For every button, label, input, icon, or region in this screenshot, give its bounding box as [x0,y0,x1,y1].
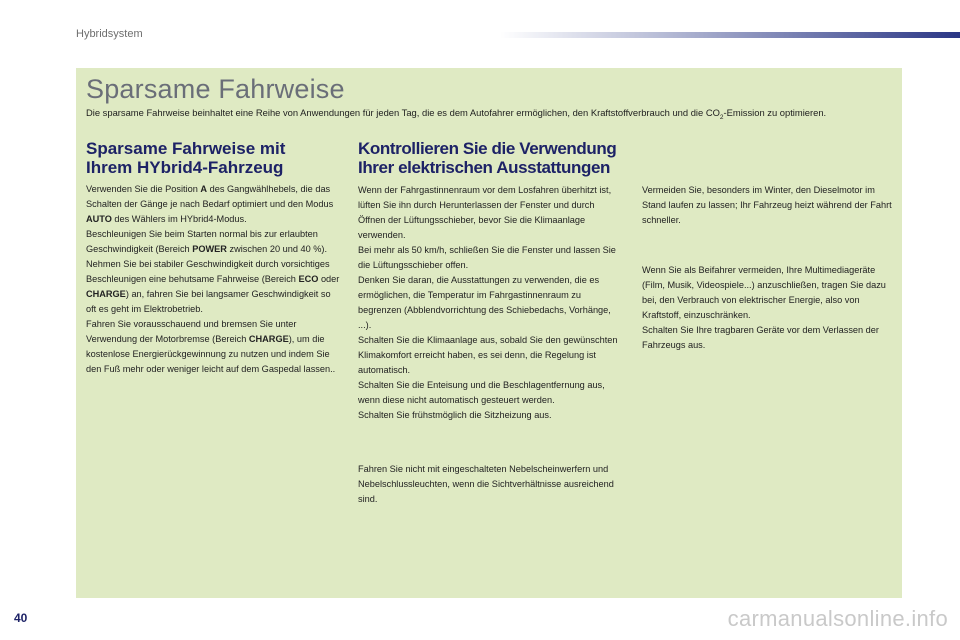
hybrid4-text-column [86,182,340,377]
fog-lights-note [358,462,624,507]
text: des Wählers im HYbrid4-Modus. [111,214,247,224]
paragraph: Schalten Sie die Klimaanlage aus, sobald Sie den gewünschten Klimakomfort erreicht haben, es sei denn, die Regelung ist automatisch. [358,335,618,375]
text: des Gangwählhebels, die das Schalten der Gänge je nach Bedarf optimiert und den Modus [86,184,334,209]
paragraph: Wenn der Fahrgastinnenraum vor dem Losfahren überhitzt ist, lüften Sie ihn durch Herunterlassen der Fenster und durch Öffnen der Lüftungsschieber, bevor Sie die Klimaanlage verwenden. [358,185,612,240]
electrical-text-column-b-top [642,183,898,228]
electrical-text-column-a [358,183,624,423]
section-heading-electrical [358,139,648,177]
text: Verwenden Sie die Position [86,184,201,194]
emphasis: POWER [192,244,227,254]
paragraph: Vermeiden Sie, besonders im Winter, den Dieselmotor im Stand laufen zu lassen; Ihr Fahrzeug heizt während der Fahrt schneller. [642,185,892,225]
section-heading-line: Sparsame Fahrweise mit [86,139,286,158]
paragraph: Fahren Sie nicht mit eingeschalteten Nebelscheinwerfern und Nebelschlussleuchten, wenn die Sichtverhältnisse ausreichend sind. [358,464,614,504]
text: Beschleunigen Sie beim Starten normal bis zur erlaubten Geschwindigkeit (Bereich [86,229,318,254]
text: oder [318,274,340,284]
paragraph: Schalten Sie Ihre tragbaren Geräte vor dem Verlassen der Fahrzeugs aus. [642,325,879,350]
header-section-title: Hybridsystem [76,28,143,40]
emphasis: AUTO [86,214,112,224]
intro-text: Die sparsame Fahrweise beinhaltet eine Reihe von Anwendungen für jeden Tag, die es dem Autofahrer ermöglichen, den Kraftstoffverbrauch und die CO [86,107,720,118]
emphasis: A [200,184,208,194]
section-heading-line: Kontrollieren Sie die Verwendung [358,139,617,158]
text: ), um die kostenlose Energierückgewinnung zu nutzen und indem Sie den Fuß mehr oder weniger leicht auf dem Gaspedal lassen.. [86,334,336,374]
electrical-text-column-b [642,263,898,353]
co2-subscript: 2 [719,113,724,121]
text: ) an, fahren Sie bei langsamer Geschwindigkeit so oft es geht im Elektrobetrieb. [86,289,331,314]
watermark-text: carmanualsonline.info [727,606,948,631]
paragraph: Schalten Sie die Enteisung und die Beschlagentfernung aus, wenn diese nicht automatisch gesteuert werden. [358,380,605,405]
paragraph: Denken Sie daran, die Ausstattungen zu verwenden, die es ermöglichen, die Temperatur im Fahrgastinnenraum zu begrenzen (Abblendvorrichtung des Schiebedachs, Vorhänge, ...). [358,275,611,330]
text: Nehmen Sie bei stabiler Geschwindigkeit durch vorsichtiges Beschleunigen eine behutsame Fahrweise (Bereich [86,259,330,284]
section-heading-line: Ihrer elektrischen Ausstattungen [358,158,611,177]
intro-paragraph [86,106,894,124]
page-number: 40 [14,611,28,625]
paragraph [86,257,340,317]
page-title: Sparsame Fahrweise [86,74,345,104]
emphasis: CHARGE [86,289,126,299]
header-gradient-bar [500,32,960,38]
paragraph: Bei mehr als 50 km/h, schließen Sie die Fenster und lassen Sie die Lüftungsschieber offen. [358,245,616,270]
section-heading-hybrid4 [86,139,336,177]
section-heading-line: Ihrem HYbrid4-Fahrzeug [86,158,284,177]
text: zwischen 20 und 40 %). [226,244,328,254]
paragraph: Schalten Sie frühstmöglich die Sitzheizung aus. [358,410,552,420]
paragraph [86,317,340,377]
intro-text-end: -Emission zu optimieren. [723,107,827,118]
paragraph [86,182,340,227]
paragraph [86,227,340,257]
emphasis: ECO [298,274,319,284]
emphasis: CHARGE [248,334,289,344]
paragraph: Wenn Sie als Beifahrer vermeiden, Ihre Multimediageräte (Film, Musik, Videospiele...) anzuschließen, tragen Sie dazu bei, den Verbrauch von elektrischer Energie, also von Kraftstoff, einzuschränken. [642,265,886,320]
text: Fahren Sie vorausschauend und bremsen Sie unter Verwendung der Motorbremse (Bereich [86,319,297,344]
